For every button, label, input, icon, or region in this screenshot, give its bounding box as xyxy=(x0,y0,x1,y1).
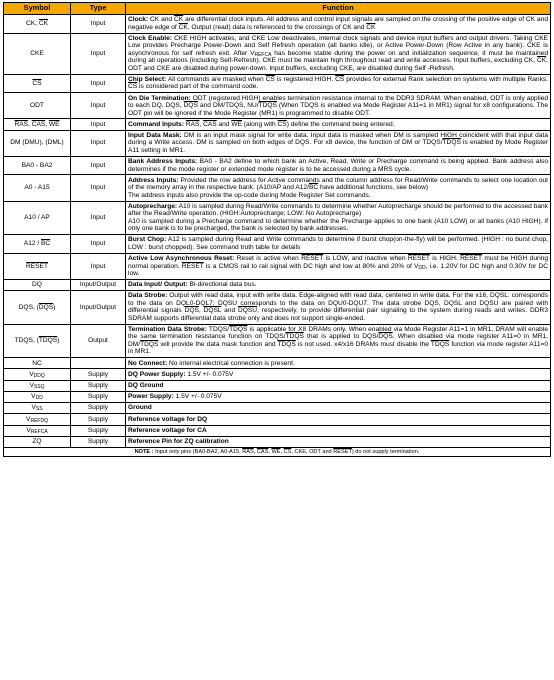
pin-description-table-container xyxy=(3,2,551,457)
table-row xyxy=(4,15,551,34)
table-row xyxy=(4,33,551,74)
function-text: Bi-directional data bus. xyxy=(187,281,257,289)
note-label: NOTE : xyxy=(134,449,154,456)
function-cell xyxy=(126,33,551,74)
type-cell: Input xyxy=(71,253,126,279)
function-cell xyxy=(126,201,551,235)
symbol-cell: RESET xyxy=(4,253,71,279)
function-title: Power Supply: xyxy=(128,393,174,401)
symbol-cell: $V_{REFDQ}$ xyxy=(4,414,71,425)
type-cell: Supply xyxy=(71,369,126,380)
function-cell xyxy=(126,380,551,391)
symbol-cell: $\overline{RAS}$, $\overline{CAS}$, $\overline{WE}$ xyxy=(4,119,71,130)
type-cell: Supply xyxy=(71,425,126,436)
header-symbol: Symbol xyxy=(4,3,71,15)
type-cell: Input xyxy=(71,156,126,175)
function-title: Bank Address Inputs: xyxy=(128,158,198,166)
type-cell: Input xyxy=(71,130,126,156)
note-text: Input only pins (BA0-BA2, A0-A15, $\overline{RAS}$, $\overline{CAS}$, $\overline{WE}$, $\overline{CS}$, CKE, ODT and RESET) do not supply termination. xyxy=(153,449,420,456)
symbol-cell: BA0 - BA2 xyxy=(4,156,71,175)
symbol-cell: $V_{DDQ}$ xyxy=(4,369,71,380)
function-title: Command Inputs: xyxy=(128,120,185,128)
function-title: Chip Select: xyxy=(128,75,167,83)
function-cell xyxy=(126,358,551,369)
function-text: 1.5V +/- 0.075V xyxy=(173,393,222,401)
type-cell: Input xyxy=(71,33,126,74)
type-cell: Supply xyxy=(71,380,126,391)
function-text: No internal electrical connection is present. xyxy=(167,359,295,367)
type-cell: Input/Output xyxy=(71,279,126,290)
function-title: Address Inputs: xyxy=(128,176,179,184)
symbol-cell: $V_{SSQ}$ xyxy=(4,380,71,391)
type-cell xyxy=(71,358,126,369)
symbol-cell: NC xyxy=(4,358,71,369)
symbol-cell: A0 - A15 xyxy=(4,175,71,201)
table-row xyxy=(4,324,551,358)
function-text: BA0 - BA2 define to which bank an Active, Read, Write or Precharge command is being applied. Bank address also determines if the mode register or extended mode register is to be accessed during a MRS cycle. xyxy=(128,158,548,173)
function-text-extra: A10 is sampled during a Precharge command to determine whether the Precharge applies to one bank (A10 LOW) or all banks (A10 HIGH). if only one bank is to be precharged, the bank is selected by bank addresses. xyxy=(128,217,548,233)
function-cell xyxy=(126,436,551,447)
function-title: Active Low Asynchronous Reset: xyxy=(128,255,235,263)
function-text: CKE HIGH activates, and CKE Low deactivates, internal clock signals and device input buffers and output drivers. Taking CKE Low provides Precharge Power-Down and Self Refresh operation (all banks idle), or Active Power-Down (Row Active in any bank). CKE is asynchronous for self refresh exit. After $V_{REFCA}$ has become stable during the power on and initialization sequence, it must be maintained during all operations (including Self-Refresh). CKE must be maintain high throughout read and write accesses. Input buffers, excluding CK, $\overline{CK}$, ODT and CKE are disabled during power-down. Input buffers, excluding CKE, are disabled during Self -Refresh. xyxy=(128,34,548,72)
table-row xyxy=(4,235,551,254)
function-text: 1.5V +/- 0.075V xyxy=(185,370,234,378)
function-text: Provided the row address for Active commands and the column address for Read/Write commands to select one location out of the memory array in the respective bank. (A10/AP and $A12/\overline{BC}$ have additional functions, see below) xyxy=(128,176,548,192)
type-cell: Input xyxy=(71,93,126,119)
table-row xyxy=(4,74,551,93)
type-cell: Input/Output xyxy=(71,291,126,325)
function-title: Ground xyxy=(128,404,152,412)
type-cell: Input xyxy=(71,201,126,235)
table-row xyxy=(4,253,551,279)
table-row xyxy=(4,380,551,391)
table-row xyxy=(4,93,551,119)
function-text: $\overline{RAS}$, $\overline{CAS}$ and $\overline{WE}$ (along with $\overline{CS}$) define the command being entered. xyxy=(185,120,395,128)
function-cell xyxy=(126,324,551,358)
function-cell xyxy=(126,391,551,402)
function-cell xyxy=(126,130,551,156)
symbol-cell: CK, $\overline{CK}$ xyxy=(4,15,71,34)
type-cell: Input xyxy=(71,175,126,201)
table-row xyxy=(4,391,551,402)
type-cell: Input xyxy=(71,15,126,34)
table-row xyxy=(4,369,551,380)
note-cell xyxy=(4,448,551,457)
symbol-cell: DQ xyxy=(4,279,71,290)
symbol-cell: TDQS, (TDQS) xyxy=(4,324,71,358)
symbol-cell: ODT xyxy=(4,93,71,119)
function-cell xyxy=(126,279,551,290)
type-cell: Supply xyxy=(71,436,126,447)
table-row xyxy=(4,279,551,290)
table-row xyxy=(4,156,551,175)
table-body xyxy=(4,15,551,457)
symbol-cell: DM (DMU), (DML) xyxy=(4,130,71,156)
function-title: Clock Enable: xyxy=(128,34,172,42)
table-row xyxy=(4,403,551,414)
function-text: A10 is sampled during Read/Write commands to determine whether Autoprecharge should be performed to the accessed bank after the Read/Write operation. (HIGH:Autoprecharge; LOW: No Autoprecharge) xyxy=(128,202,548,218)
table-row xyxy=(4,436,551,447)
type-cell: Supply xyxy=(71,391,126,402)
function-cell xyxy=(126,93,551,119)
function-cell xyxy=(126,156,551,175)
symbol-cell: $V_{REFCA}$ xyxy=(4,425,71,436)
function-cell xyxy=(126,403,551,414)
function-cell xyxy=(126,74,551,93)
function-title: Reference voltage for DQ xyxy=(128,415,208,423)
symbol-cell: ZQ xyxy=(4,436,71,447)
type-cell: Input xyxy=(71,235,126,254)
function-title: Clock: xyxy=(128,16,149,24)
table-row xyxy=(4,425,551,436)
function-cell xyxy=(126,369,551,380)
type-cell: Supply xyxy=(71,403,126,414)
function-cell xyxy=(126,291,551,325)
function-cell xyxy=(126,414,551,425)
function-text: Reset is active when RESET is LOW, and inactive when RESET is HIGH. RESET must be HIGH during normal operation. RESET is a CMOS rail to rail signal with DC high and low at 80% and 20% of $V_{DD}$, i.e. 1.20V for DC high and 0.30V for DC low. xyxy=(128,255,549,277)
function-text: CK and $\overline{CK}$ are differential clock inputs. All address and control input signals are sampled on the crossing of the positive edge of CK and negative edge of $\overline{CK}$. Output (read) data is referenced to the crossings of CK and $\overline{CK}$ xyxy=(128,16,548,31)
function-text: Output with read data, input with write data. Edge-aligned with read data, centered in write data. For the x16, DQSL: corresponds to the data on DQL0-DQL7; DQSU corresponds to the data on DQU0-DQU7. The data strobe DQS, DQSL and DQSU are paired with differential signals $\overline{DQS}$, DQSL and DQSU, respectively, to provide differential pair signaling to the system during reads and writes. DDR3 SDRAM supports differential data strobe only and does not support single-ended. xyxy=(128,292,549,322)
symbol-cell: CKE xyxy=(4,33,71,74)
function-text: All commands are masked when $\overline{CS}$ is registered HIGH. $\overline{CS}$ provides for external Rank selection on systems with multiple Ranks. $\overline{CS}$ is considered part of the command code. xyxy=(128,75,548,91)
type-cell: Input xyxy=(71,74,126,93)
table-row xyxy=(4,291,551,325)
pin-description-table xyxy=(3,2,551,457)
function-text: DM is an input mask signal for write data. Input data is masked when DM is sampled HIGH coincident with that input data during a Write access. DM is sampled on both edges of DQS. For x8 device, the function of DM or TDQS/TDQS is enabled by Mode Register A11 setting in MR1. xyxy=(128,131,548,154)
note-row xyxy=(4,448,551,457)
symbol-cell: $\overline{CS}$ xyxy=(4,74,71,93)
header-function: Function xyxy=(126,3,551,15)
function-title: DQ Ground xyxy=(128,381,164,389)
symbol-cell: $A12 / \overline{BC}$ xyxy=(4,235,71,254)
function-text: TDQS/TDQS is applicable for X8 DRAMs only. When enabled via Mode Register A11=1 in MR1, DRAM will enable the same termination resistance function on TDQS/TDQS that is applied to DQS/$\overline{DQS}$. When disabled via mode register A11=0 in MR1, DM/TDQS will provide the data mask function and TDQS is not used. x4/x16 DRAMs must disable the TDQS function via mode register A11=0 in MR1. xyxy=(128,325,549,356)
function-title: Termination Data Strobe: xyxy=(128,325,207,333)
function-title: Data Input/ Output: xyxy=(128,281,188,289)
symbol-cell: $V_{DD}$ xyxy=(4,391,71,402)
function-cell xyxy=(126,15,551,34)
function-title: Autoprecharge: xyxy=(128,202,178,210)
function-title: DQ Power Supply: xyxy=(128,370,186,378)
function-text: ODT (registered HIGH) enables termination resistance internal to the DDR3 SDRAM. When enabled, ODT is only applied to each DQ, DQS, $\overline{DQS}$ and DM/TDQS, NU/TDQS (When TDQS is enabled via Mode Register A11=1 in MR1) signal for x8 configurations. The ODT pin will be ignored if the Mode Register (MR1) is programmed to disable ODT. xyxy=(128,94,549,117)
type-cell: Supply xyxy=(71,414,126,425)
header-type: Type xyxy=(71,3,126,15)
function-cell xyxy=(126,175,551,201)
function-title: Burst Chop: xyxy=(128,236,167,244)
function-text: A12 is sampled during Read and Write commands to determine if burst chop(on-the-fly) will be performed. (HIGH : no burst chop, LOW : burst chopped). See command truth table for details xyxy=(128,236,548,251)
function-title: Input Data Mask: xyxy=(128,131,182,139)
type-cell: Output xyxy=(71,324,126,358)
table-row xyxy=(4,414,551,425)
table-row xyxy=(4,119,551,130)
symbol-cell: $V_{SS}$ xyxy=(4,403,71,414)
header-row xyxy=(4,3,551,15)
function-title: Reference Pin for ZQ calibration xyxy=(128,438,229,446)
table-row xyxy=(4,201,551,235)
function-title: Data Strobe: xyxy=(128,292,168,300)
symbol-cell: A10 / AP xyxy=(4,201,71,235)
table-row xyxy=(4,358,551,369)
function-title: No Connect: xyxy=(128,359,168,367)
function-title: On Die Termination: xyxy=(128,94,191,102)
function-cell xyxy=(126,235,551,254)
function-cell xyxy=(126,119,551,130)
symbol-cell: DQS, $(\overline{DQS})$ xyxy=(4,291,71,325)
function-cell xyxy=(126,425,551,436)
table-row xyxy=(4,175,551,201)
function-text-extra: The address inputs also provide the op-code during Mode Register Set commands. xyxy=(128,191,371,199)
type-cell: Input xyxy=(71,119,126,130)
function-cell xyxy=(126,253,551,279)
function-title: Reference voltage for CA xyxy=(128,426,207,434)
table-row xyxy=(4,130,551,156)
